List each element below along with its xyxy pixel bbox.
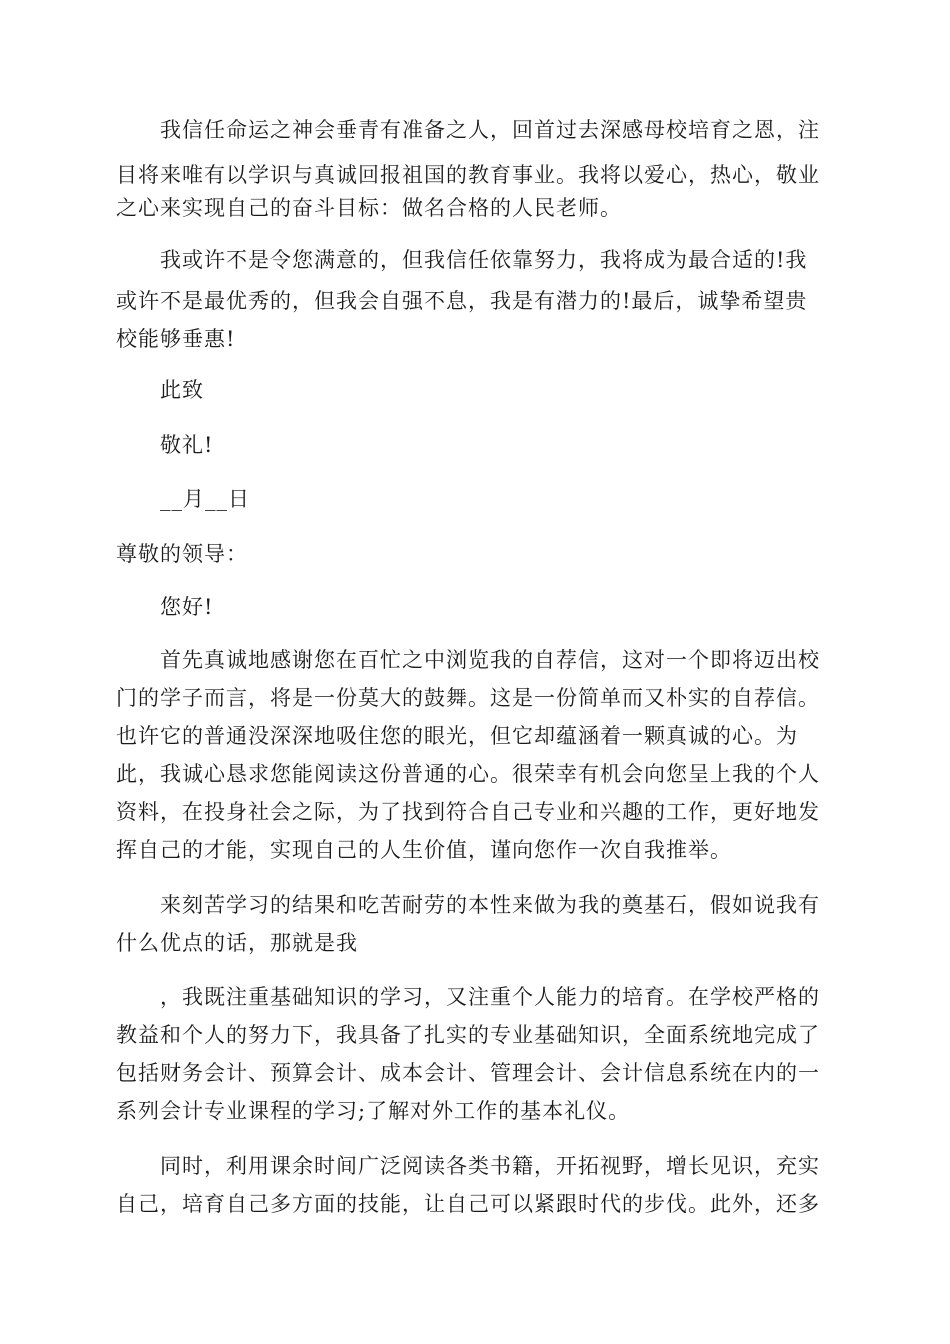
text-line-20: ，我既注重基础知识的学习，又注重个人能力的培育。在学校严格的 — [160, 985, 820, 1009]
text-line-16: 资料，在投身社会之际，为了找到符合自己专业和兴趣的工作，更好地发 — [116, 800, 820, 824]
greeting-hello: 您好! — [160, 595, 214, 619]
text-line-13: 门的学子而言，将是一份莫大的鼓舞。这是一份简单而又朴实的自荐信。 — [116, 686, 820, 710]
text-line-6: 校能够垂惠! — [116, 327, 236, 351]
text-line-5: 或许不是最优秀的，但我会自强不息，我是有潜力的!最后，诚挚希望贵 — [116, 289, 808, 313]
text-line-18: 来刻苦学习的结果和吃苦耐劳的本性来做为我的奠基石，假如说我有 — [160, 893, 820, 917]
text-line-1: 我信任命运之神会垂青有准备之人，回首过去深感母校培育之恩，注 — [160, 118, 820, 142]
text-line-2: 目将来唯有以学识与真诚回报祖国的教育事业。我将以爱心，热心，敬业 — [116, 163, 820, 187]
text-line-25: 自己，培育自己多方面的技能，让自己可以紧跟时代的步伐。此外，还多 — [116, 1192, 820, 1216]
date-line: __月__日 — [160, 487, 250, 511]
text-line-12: 首先真诚地感谢您在百忙之中浏览我的自荐信，这对一个即将迈出校 — [160, 648, 820, 672]
closing-respect: 敬礼! — [160, 433, 214, 457]
text-line-21: 教益和个人的努力下，我具备了扎实的专业基础知识，全面系统地完成了 — [116, 1023, 820, 1047]
text-line-17: 挥自己的才能，实现自己的人生价值，谨向您作一次自我推举。 — [116, 838, 732, 862]
greeting-recipient: 尊敬的领导： — [116, 542, 248, 566]
text-line-14: 也许它的普通没深深地吸住您的眼光，但它却蕴涵着一颗真诚的心。为 — [116, 724, 798, 748]
text-line-23: 系列会计专业课程的学习;了解对外工作的基本礼仪。 — [116, 1099, 631, 1123]
text-line-22: 包括财务会计、预算会计、成本会计、管理会计、会计信息系统在内的一 — [116, 1061, 820, 1085]
text-line-4: 我或许不是令您满意的，但我信任依靠努力，我将成为最合适的!我 — [160, 248, 808, 272]
closing-salutation: 此致 — [160, 378, 204, 402]
text-line-24: 同时，利用课余时间广泛阅读各类书籍，开拓视野，增长见识，充实 — [160, 1154, 820, 1178]
text-line-15: 此，我诚心恳求您能阅读这份普通的心。很荣幸有机会向您呈上我的个人 — [116, 762, 820, 786]
text-line-3: 之心来实现自己的奋斗目标：做名合格的人民老师。 — [116, 196, 622, 220]
text-line-19: 什么优点的话，那就是我 — [116, 931, 358, 955]
